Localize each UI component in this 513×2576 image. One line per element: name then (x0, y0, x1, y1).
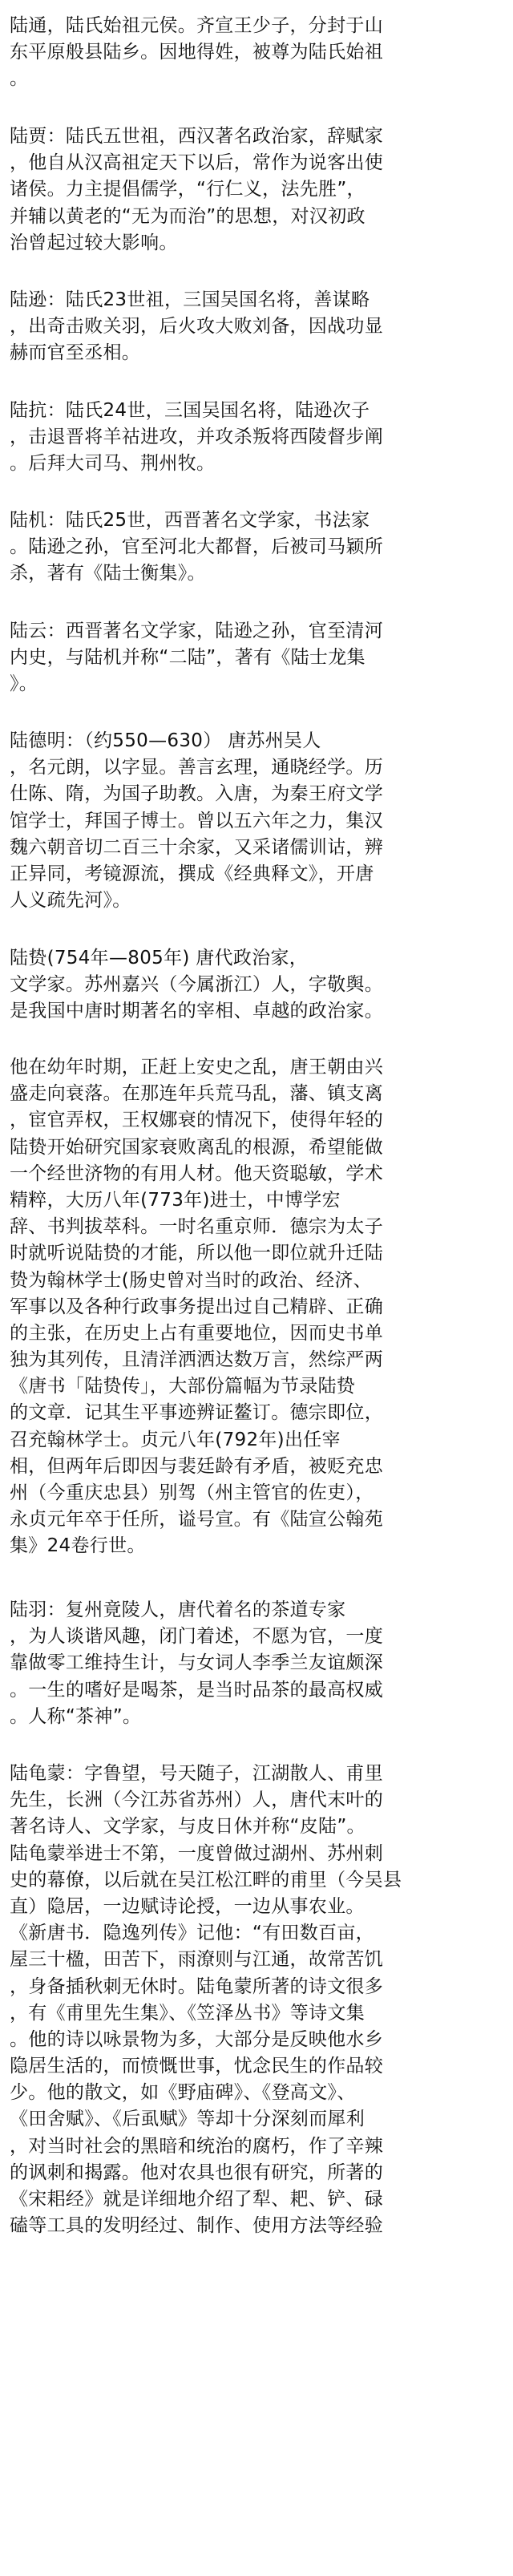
text-line: 召充翰林学士。贞元八年(792年)出任宰 (10, 1429, 341, 1450)
text-line: 文学家。苏州嘉兴（今属浙江）人，字敬舆。 (10, 974, 383, 996)
text-line: ，名元朗，以字显。善言玄理，通晓经学。历 (10, 757, 383, 778)
entry-lu-deming (10, 728, 500, 914)
text-line: 陆贾：陆氏五世祖，西汉著名政治家，辞赋家 (10, 126, 383, 147)
text-line: ，他自从汉高祖定天下以后，常作为说客出使 (10, 152, 383, 174)
text-line: 永贞元年卒于任所，谥号宣。有《陆宣公翰苑 (10, 1509, 383, 1531)
text-line: 》。 (10, 673, 38, 695)
text-line: 。后拜大司马、荆州牧。 (10, 453, 216, 475)
text-line: 直）隐居，一边赋诗论授，一边从事农业。 (10, 1895, 365, 1917)
entry-lu-zhi-bio (10, 1054, 500, 1560)
text-line: 陆羽：复州竟陵人，唐代着名的茶道专家 (10, 1599, 346, 1620)
text-line: 辞、书判拔萃科。一时名重京师．德宗为太子 (10, 1216, 383, 1238)
text-line: ，出奇击败关羽，后火攻大败刘备，因战功显 (10, 316, 383, 338)
text-line: 诸侯。力主提倡儒学，“行仁义，法先胜”， (10, 179, 366, 200)
text-line: 陆龟蒙举进士不第，一度曾做过湖州、苏州刺 (10, 1842, 383, 1864)
entry-lu-ji (10, 508, 500, 588)
text-line: 。一生的嗜好是喝茶，是当时品茶的最高权威 (10, 1679, 383, 1700)
text-line: 并辅以黄老的“无为而治”的思想，对汉初政 (10, 205, 366, 227)
text-line: 《宋耜经》就是详细地介绍了犁、耙、铲、碌 (10, 2189, 383, 2210)
text-line: 治曾起过较大影响。 (10, 232, 178, 253)
text-line: 陆贽(754年—805年) 唐代政治家， (10, 948, 309, 969)
text-line: 陆抗：陆氏24世，三国吴国名将，陆逊次子 (10, 400, 370, 421)
text-line: 人义疏先河》。 (10, 890, 131, 912)
text-line: 的主张，在历史上占有重要地位，因而史书单 (10, 1322, 383, 1344)
text-line: 独为其列传，且清洋洒洒达数万言，然综严两 (10, 1349, 383, 1371)
text-line: ，身备插秋刺无休时。陆龟蒙所著的诗文很多 (10, 1975, 383, 1997)
text-line: 著名诗人、文学家，与皮日休并称“皮陆”。 (10, 1816, 366, 1838)
text-line: 赫而官至丞相。 (10, 342, 141, 364)
text-line: 杀，著有《陆士衡集》。 (10, 563, 206, 584)
entry-lu-jia (10, 123, 500, 257)
text-line: 陆龟蒙：字鲁望，号天随子，江湖散人、甫里 (10, 1763, 383, 1784)
entry-lu-yun (10, 618, 500, 698)
text-line: 。他的诗以咏景物为多，大部分是反映他水乡 (10, 2028, 383, 2050)
text-line: 陆机：陆氏25世，西晋著名文学家，书法家 (10, 510, 370, 531)
entry-lu-yu (10, 1597, 500, 1730)
text-line: 陆逊：陆氏23世祖，三国吴国名将，善谋略 (10, 289, 370, 310)
text-line: 陆贽开始研究国家衰败离乱的根源，希望能做 (10, 1136, 383, 1158)
text-line: 磕等工具的发明经过、制作、使用方法等经验 (10, 2215, 383, 2237)
text-line: 。陆逊之孙，官至河北大都督，后被司马颖所 (10, 536, 383, 558)
text-line: ，击退晋将羊祜进攻，并攻杀叛将西陵督步阐 (10, 427, 383, 448)
text-line: 史的幕僚，以后就在吴江松江畔的甫里（今吴县 (10, 1869, 402, 1891)
text-line: 隐居生活的，而愤慨世事，忧念民生的作品较 (10, 2056, 383, 2077)
text-line: 陆通，陆氏始祖元侯。齐宣王少子，分封于山 (10, 15, 383, 36)
entry-lu-zhi (10, 945, 500, 1025)
text-line: 。人称“茶神”。 (10, 1705, 142, 1727)
entry-lu-kang (10, 398, 500, 478)
text-line: 集》24卷行世。 (10, 1535, 146, 1557)
text-line: 军事以及各种行政事务提出过自己精辟、正确 (10, 1296, 383, 1317)
text-line: 屋三十楹，田苦下，雨潦则与江通，故常苦饥 (10, 1949, 383, 1971)
text-line: 《唐书「陆贽传」，大部份篇幅为节录陆贽 (10, 1376, 356, 1397)
entry-lu-xun (10, 287, 500, 367)
text-line: 东平原般县陆乡。因地得姓，被尊为陆氏始祖 (10, 42, 383, 63)
text-line: 先生，长洲（今江苏省苏州）人，唐代末叶的 (10, 1789, 383, 1811)
text-line: 相，但两年后即因与裴廷龄有矛盾，被贬充忠 (10, 1455, 383, 1477)
text-line: 州（今重庆忠县）别驾（州主管官的佐吏）， (10, 1482, 374, 1503)
entry-lu-guimeng (10, 1761, 500, 2239)
text-line: 陆云：西晋著名文学家，陆逊之孙，官至清河 (10, 621, 383, 641)
text-line: ，宦官弄权，王权娜衰的情况下，使得年轻的 (10, 1110, 383, 1131)
text-line: 是我国中唐时期著名的宰相、卓越的政治家。 (10, 1001, 383, 1022)
text-line: 的讽刺和揭露。他对农具也很有研究，所著的 (10, 2161, 383, 2183)
text-line: 馆学士，拜国子博士。曾以五六年之力，集汉 (10, 810, 383, 831)
text-line: 的文章．记其生平事迹辨证鳌订。德宗即位， (10, 1402, 383, 1424)
text-line: 魏六朝音切二百三十余家，又采诸儒训诂，辨 (10, 836, 383, 858)
text-line: 陆德明：（约550—630） 唐苏州吴人 (10, 730, 321, 751)
text-line: ，对当时社会的黑暗和统治的腐朽，作了辛辣 (10, 2135, 383, 2157)
text-line: 他在幼年时期，正赶上安史之乱，唐王朝由兴 (10, 1057, 383, 1078)
text-line: 仕陈、隋，为国子助教。入唐，为秦王府文学 (10, 783, 383, 805)
text-line: 正异同，考镜源流，撰成《经典释文》，开唐 (10, 863, 374, 884)
text-line: 内史，与陆机并称“二陆”，著有《陆士龙集 (10, 647, 366, 669)
text-line: 。 (10, 68, 29, 90)
text-line: 盛走向衰落。在那连年兵荒马乱，藩、镇支离 (10, 1083, 383, 1105)
text-line: 贽为翰林学士(肠史曾对当时的政治、经济、 (10, 1269, 372, 1291)
text-line: ，有《甫里先生集》、《笠泽丛书》等诗文集 (10, 2002, 365, 2024)
text-line: 一个经世济物的有用人材。他天资聪敏，学术 (10, 1163, 383, 1184)
text-line: 时就听说陆贽的才能，所以他一即位就升迁陆 (10, 1243, 383, 1264)
text-line: 《田舍赋》、《后虱赋》等却十分深刻而犀利 (10, 2109, 365, 2130)
text-line: 靠做零工维持生计，与女词人李季兰友谊颇深 (10, 1652, 383, 1674)
text-line: 精粹，大历八年(773年)进士，中博学宏 (10, 1189, 341, 1211)
entry-lu-tong (10, 13, 500, 93)
text-line: 少。他的散文，如《野庙碑》、《登高文》、 (10, 2082, 356, 2104)
text-line: 《新唐书．隐逸列传》记他：“有田数百亩， (10, 1923, 374, 1944)
text-line: ，为人谈谐风趣，闭门着述，不愿为官，一度 (10, 1626, 383, 1648)
